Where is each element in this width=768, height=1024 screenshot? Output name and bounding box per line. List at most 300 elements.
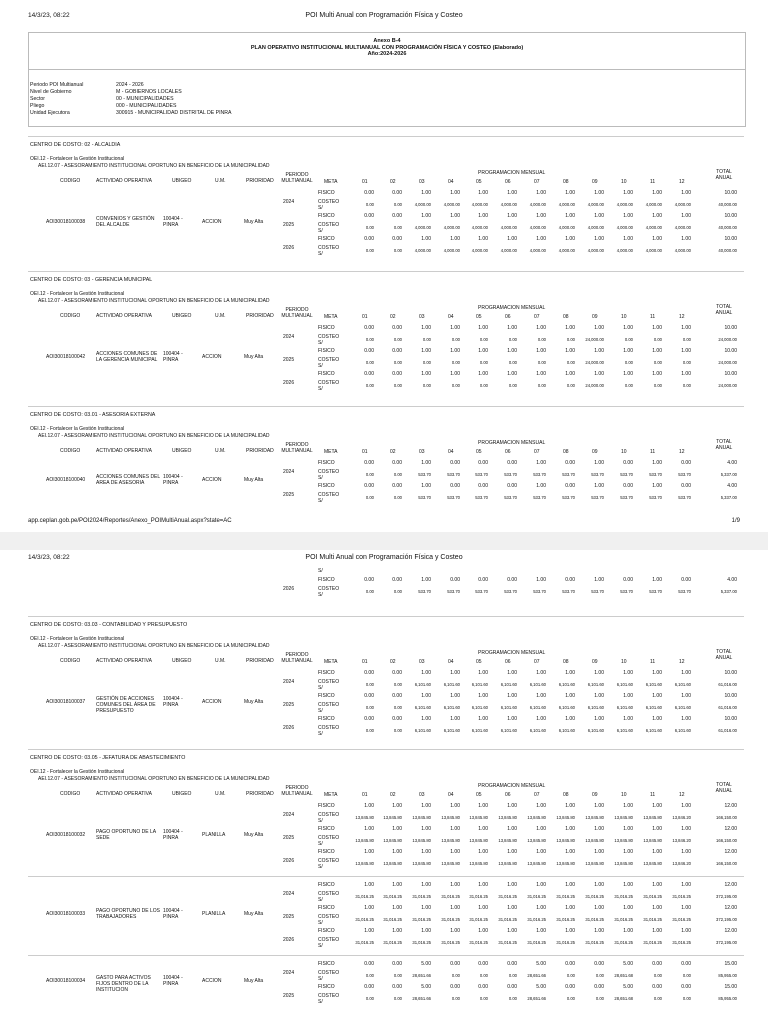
fisico-value: 12.00 bbox=[724, 905, 737, 911]
info-label: Unidad Ejecutora bbox=[30, 110, 70, 116]
aei-label: AEI.12.07 - ASESORAMIENTO INSTITUCIONAL OPORTUNO EN BENEFICIO DE LA MUNICIPALIDAD bbox=[38, 163, 270, 169]
col-month: 12 bbox=[679, 314, 685, 320]
col-total: TOTAL ANUAL bbox=[715, 304, 733, 316]
col-month: 04 bbox=[448, 659, 454, 665]
costeo-value: 533.70 bbox=[591, 472, 604, 477]
aei-label: AEI.12.07 - ASESORAMIENTO INSTITUCIONAL OPORTUNO EN BENEFICIO DE LA MUNICIPALIDAD bbox=[38, 298, 270, 304]
fisico-value: 1.00 bbox=[594, 803, 604, 809]
costeo-value: 0.00 bbox=[624, 383, 633, 388]
costeo-value: 4,000.00 bbox=[558, 248, 575, 253]
fisico-value: 1.00 bbox=[594, 371, 604, 377]
fisico-value: 1.00 bbox=[536, 826, 546, 832]
costeo-value: 5,337.00 bbox=[720, 589, 737, 594]
um-value: ACCION bbox=[202, 978, 222, 984]
costeo-value: 533.70 bbox=[562, 589, 575, 594]
costeo-value: 31,016.25 bbox=[412, 917, 431, 922]
fisico-value: 1.00 bbox=[536, 905, 546, 911]
costeo-value: 4,000.00 bbox=[414, 225, 431, 230]
fisico-value: 1.00 bbox=[450, 190, 460, 196]
costeo-value: 0.00 bbox=[365, 728, 374, 733]
fisico-value: 1.00 bbox=[478, 348, 488, 354]
fisico-value: 0.00 bbox=[652, 984, 662, 990]
priority-value: Muy Alta bbox=[244, 910, 264, 917]
col-month: 03 bbox=[419, 314, 425, 320]
costeo-value: 0.00 bbox=[653, 996, 662, 1001]
fisico-value: 1.00 bbox=[478, 882, 488, 888]
year-label: 2024 bbox=[283, 679, 295, 685]
costeo-value: 0.00 bbox=[451, 360, 460, 365]
col-periodo: PERIODO MULTIANUAL bbox=[281, 785, 313, 797]
col-month: 06 bbox=[505, 314, 511, 320]
costeo-label: COSTEO S/ bbox=[318, 380, 340, 392]
aei-label: AEI.12.07 - ASESORAMIENTO INSTITUCIONAL OPORTUNO EN BENEFICIO DE LA MUNICIPALIDAD bbox=[38, 776, 270, 782]
costeo-value: 0.00 bbox=[365, 337, 374, 342]
costeo-value: 0.00 bbox=[682, 383, 691, 388]
fisico-value: 0.00 bbox=[364, 961, 374, 967]
costeo-value: 0.00 bbox=[393, 337, 402, 342]
costeo-value: 6,101.60 bbox=[558, 728, 575, 733]
col-month: 10 bbox=[621, 449, 627, 455]
fisico-value: 10.00 bbox=[724, 371, 737, 377]
costeo-value: 31,016.25 bbox=[585, 894, 604, 899]
costeo-value: 533.70 bbox=[418, 495, 431, 500]
costeo-value: 31,016.25 bbox=[469, 917, 488, 922]
col-codigo: CODIGO bbox=[60, 178, 81, 184]
costeo-value: 31,016.25 bbox=[585, 917, 604, 922]
um-value: ACCION bbox=[202, 477, 222, 483]
costeo-value: 4,000.00 bbox=[587, 225, 604, 230]
col-periodo: PERIODO MULTIANUAL bbox=[281, 652, 313, 664]
fisico-value: 1.00 bbox=[681, 236, 691, 242]
row-divider bbox=[28, 955, 744, 956]
fisico-value: 1.00 bbox=[623, 826, 633, 832]
costeo-value: 13,845.80 bbox=[412, 838, 431, 843]
costeo-value: 0.00 bbox=[653, 360, 662, 365]
costeo-value: 28,651.66 bbox=[412, 996, 431, 1001]
costeo-value: 533.70 bbox=[475, 472, 488, 477]
col-actividad: ACTIVIDAD OPERATIVA bbox=[96, 178, 152, 184]
fisico-value: 1.00 bbox=[392, 826, 402, 832]
fisico-label: FISICO bbox=[318, 905, 335, 911]
fisico-value: 1.00 bbox=[507, 905, 517, 911]
fisico-value: 1.00 bbox=[594, 213, 604, 219]
col-month: 09 bbox=[592, 659, 598, 665]
print-header bbox=[0, 550, 768, 570]
fisico-value: 4.00 bbox=[727, 577, 737, 583]
fisico-value: 1.00 bbox=[421, 716, 431, 722]
fisico-value: 10.00 bbox=[724, 716, 737, 722]
costeo-value: 24,000.00 bbox=[585, 360, 604, 365]
activity-code: AOI30018100037 bbox=[46, 698, 86, 705]
fisico-value: 1.00 bbox=[364, 905, 374, 911]
um-value: ACCION bbox=[202, 353, 222, 360]
fisico-value: 1.00 bbox=[594, 826, 604, 832]
fisico-value: 1.00 bbox=[565, 236, 575, 242]
fisico-label: FISICO bbox=[318, 826, 335, 832]
fisico-value: 0.00 bbox=[478, 961, 488, 967]
fisico-value: 5.00 bbox=[421, 984, 431, 990]
fisico-value: 0.00 bbox=[565, 577, 575, 583]
fisico-value: 1.00 bbox=[594, 483, 604, 489]
fisico-value: 1.00 bbox=[565, 213, 575, 219]
fisico-value: 1.00 bbox=[536, 371, 546, 377]
costeo-label: COSTEO S/ bbox=[318, 993, 340, 1005]
fisico-value: 1.00 bbox=[623, 190, 633, 196]
year-label: 2025 bbox=[283, 492, 295, 498]
costeo-value: 13,845.80 bbox=[355, 861, 374, 866]
fisico-value: 1.00 bbox=[507, 882, 517, 888]
col-programacion: PROGRAMACION MENSUAL bbox=[478, 305, 546, 311]
year-label: 2025 bbox=[283, 222, 295, 228]
fisico-label: FISICO bbox=[318, 460, 335, 466]
fisico-value: 0.00 bbox=[392, 348, 402, 354]
fisico-value: 1.00 bbox=[450, 882, 460, 888]
costeo-value: 4,000.00 bbox=[443, 248, 460, 253]
col-month: 09 bbox=[592, 792, 598, 798]
costeo-value: 31,016.25 bbox=[383, 917, 402, 922]
costeo-value: 31,016.25 bbox=[672, 894, 691, 899]
year-label: 2024 bbox=[283, 199, 295, 205]
col-actividad: ACTIVIDAD OPERATIVA bbox=[96, 791, 152, 797]
fisico-value: 1.00 bbox=[536, 882, 546, 888]
fisico-value: 0.00 bbox=[681, 460, 691, 466]
fisico-value: 0.00 bbox=[450, 483, 460, 489]
fisico-value: 1.00 bbox=[681, 213, 691, 219]
fisico-label: FISICO bbox=[318, 577, 335, 583]
col-prioridad: PRIORIDAD bbox=[246, 448, 274, 454]
fisico-value: 12.00 bbox=[724, 928, 737, 934]
col-month: 02 bbox=[390, 449, 396, 455]
oei-label: OEI.12 - Fortalecer la Gestión Institucional bbox=[30, 291, 125, 297]
costeo-value: 31,016.25 bbox=[498, 917, 517, 922]
fisico-value: 1.00 bbox=[623, 236, 633, 242]
fisico-value: 1.00 bbox=[652, 849, 662, 855]
costeo-value: 31,016.25 bbox=[441, 940, 460, 945]
oei-label: OEI.12 - Fortalecer la Gestión Institucional bbox=[30, 636, 125, 642]
costeo-value: 0.00 bbox=[682, 360, 691, 365]
timestamp: 14/3/23, 08:22 bbox=[28, 554, 70, 561]
fisico-value: 1.00 bbox=[681, 693, 691, 699]
fisico-value: 1.00 bbox=[478, 716, 488, 722]
fisico-value: 0.00 bbox=[450, 577, 460, 583]
col-meta: META bbox=[324, 449, 338, 455]
fisico-value: 1.00 bbox=[450, 849, 460, 855]
costeo-value: 0.00 bbox=[365, 682, 374, 687]
costeo-value: 13,845.80 bbox=[441, 838, 460, 843]
costeo-value: 61,016.00 bbox=[718, 728, 737, 733]
costeo-value: 0.00 bbox=[365, 472, 374, 477]
fisico-value: 1.00 bbox=[507, 826, 517, 832]
fisico-value: 1.00 bbox=[364, 849, 374, 855]
fisico-value: 1.00 bbox=[536, 803, 546, 809]
fisico-label: FISICO bbox=[318, 371, 335, 377]
col-month: 07 bbox=[534, 314, 540, 320]
costeo-value: 13,845.80 bbox=[585, 838, 604, 843]
fisico-value: 1.00 bbox=[594, 670, 604, 676]
costeo-value: 4,000.00 bbox=[674, 202, 691, 207]
costeo-label: COSTEO S/ bbox=[318, 679, 340, 691]
fisico-value: 1.00 bbox=[652, 371, 662, 377]
costeo-value: 6,101.60 bbox=[414, 705, 431, 710]
costeo-value: 13,845.80 bbox=[355, 815, 374, 820]
fisico-value: 1.00 bbox=[450, 236, 460, 242]
costeo-value: 31,016.25 bbox=[527, 894, 546, 899]
col-month: 01 bbox=[362, 314, 368, 320]
costeo-value: 13,845.80 bbox=[498, 815, 517, 820]
costeo-value: 4,000.00 bbox=[616, 202, 633, 207]
col-um: U.M. bbox=[215, 178, 226, 184]
activity-code: AOI30018100040 bbox=[46, 477, 86, 483]
fisico-value: 1.00 bbox=[507, 190, 517, 196]
costeo-value: 40,000.00 bbox=[718, 225, 737, 230]
fisico-value: 0.00 bbox=[681, 961, 691, 967]
fisico-value: 1.00 bbox=[392, 905, 402, 911]
col-month: 03 bbox=[419, 659, 425, 665]
ubigeo-value: 100404 - PINRA bbox=[163, 975, 183, 987]
costeo-value: 13,845.80 bbox=[614, 815, 633, 820]
fisico-value: 1.00 bbox=[594, 577, 604, 583]
oei-label: OEI.12 - Fortalecer la Gestión Institucional bbox=[30, 156, 125, 162]
fisico-value: 1.00 bbox=[392, 803, 402, 809]
fisico-value: 1.00 bbox=[565, 371, 575, 377]
fisico-value: 1.00 bbox=[507, 348, 517, 354]
costeo-value: 61,016.00 bbox=[718, 705, 737, 710]
costeo-value: 0.00 bbox=[508, 996, 517, 1001]
col-month: 03 bbox=[419, 792, 425, 798]
col-month: 09 bbox=[592, 449, 598, 455]
fisico-value: 1.00 bbox=[681, 803, 691, 809]
col-meta: META bbox=[324, 659, 338, 665]
fisico-value: 0.00 bbox=[594, 984, 604, 990]
activity-name: CONVENIOS Y GESTIÓN DEL ALCALDE bbox=[96, 215, 155, 228]
fisico-value: 5.00 bbox=[536, 961, 546, 967]
fisico-value: 0.00 bbox=[652, 961, 662, 967]
fisico-value: 1.00 bbox=[536, 348, 546, 354]
col-prioridad: PRIORIDAD bbox=[246, 791, 274, 797]
costeo-value: 0.00 bbox=[393, 472, 402, 477]
fisico-value: 1.00 bbox=[681, 716, 691, 722]
costeo-value: 6,101.60 bbox=[674, 728, 691, 733]
col-month: 05 bbox=[476, 314, 482, 320]
costeo-value: 13,845.80 bbox=[585, 861, 604, 866]
aei-label: AEI.12.07 - ASESORAMIENTO INSTITUCIONAL OPORTUNO EN BENEFICIO DE LA MUNICIPALIDAD bbox=[38, 433, 270, 439]
col-month: 10 bbox=[621, 314, 627, 320]
col-month: 04 bbox=[448, 792, 454, 798]
fisico-value: 0.00 bbox=[450, 984, 460, 990]
costeo-value: 533.70 bbox=[591, 589, 604, 594]
fisico-value: 0.00 bbox=[478, 984, 488, 990]
fisico-label: FISICO bbox=[318, 928, 335, 934]
costeo-value: 0.00 bbox=[479, 973, 488, 978]
fisico-value: 0.00 bbox=[392, 371, 402, 377]
fisico-value: 1.00 bbox=[536, 716, 546, 722]
fisico-label: FISICO bbox=[318, 348, 335, 354]
col-programacion: PROGRAMACION MENSUAL bbox=[478, 170, 546, 176]
costeo-value: 533.70 bbox=[447, 589, 460, 594]
costeo-value: 40,000.00 bbox=[718, 248, 737, 253]
costeo-value: 31,016.25 bbox=[614, 917, 633, 922]
activity-code: AOI30018100033 bbox=[46, 910, 86, 917]
fisico-value: 1.00 bbox=[421, 849, 431, 855]
fisico-value: 10.00 bbox=[724, 213, 737, 219]
col-month: 01 bbox=[362, 659, 368, 665]
fisico-value: 1.00 bbox=[652, 928, 662, 934]
fisico-value: 1.00 bbox=[652, 670, 662, 676]
fisico-value: 5.00 bbox=[536, 984, 546, 990]
costeo-value: 0.00 bbox=[682, 337, 691, 342]
fisico-value: 1.00 bbox=[478, 693, 488, 699]
costeo-value: 4,000.00 bbox=[443, 225, 460, 230]
fisico-value: 1.00 bbox=[565, 716, 575, 722]
info-value: 00 - MUNICIPALIDADES bbox=[116, 96, 174, 102]
costeo-value: 31,016.25 bbox=[441, 917, 460, 922]
col-month: 06 bbox=[505, 792, 511, 798]
fisico-value: 1.00 bbox=[565, 190, 575, 196]
page-gap bbox=[0, 532, 768, 550]
costeo-value: 533.70 bbox=[678, 589, 691, 594]
costeo-value: 61,016.00 bbox=[718, 682, 737, 687]
costeo-value: 0.00 bbox=[595, 996, 604, 1001]
costeo-value: 24,000.00 bbox=[585, 383, 604, 388]
ubigeo-value: 100404 - PINRA bbox=[163, 907, 183, 920]
fisico-value: 0.00 bbox=[507, 961, 517, 967]
fisico-label: FISICO bbox=[318, 670, 335, 676]
fisico-value: 10.00 bbox=[724, 236, 737, 242]
fisico-value: 1.00 bbox=[478, 371, 488, 377]
col-ubigeo: UBIGEO bbox=[172, 791, 192, 797]
costeo-value: 6,101.60 bbox=[558, 682, 575, 687]
section-divider bbox=[28, 616, 744, 617]
fisico-value: 0.00 bbox=[565, 961, 575, 967]
fisico-value: 1.00 bbox=[421, 882, 431, 888]
costeo-value: 0.00 bbox=[537, 383, 546, 388]
fisico-value: 1.00 bbox=[364, 928, 374, 934]
col-month: 04 bbox=[448, 449, 454, 455]
fisico-value: 5.00 bbox=[421, 961, 431, 967]
costeo-label: COSTEO S/ bbox=[318, 937, 340, 949]
costeo-value: 0.00 bbox=[566, 337, 575, 342]
col-month: 06 bbox=[505, 449, 511, 455]
costeo-value: 0.00 bbox=[451, 383, 460, 388]
ubigeo-value: 100404 - PINRA bbox=[163, 215, 183, 228]
fisico-value: 1.00 bbox=[392, 928, 402, 934]
costeo-value: 6,101.60 bbox=[616, 705, 633, 710]
priority-value: Muy Alta bbox=[244, 477, 264, 483]
fisico-value: 0.00 bbox=[392, 213, 402, 219]
costeo-value: 4,000.00 bbox=[471, 225, 488, 230]
costeo-value: 0.00 bbox=[451, 973, 460, 978]
fisico-value: 10.00 bbox=[724, 670, 737, 676]
costeo-value: 13,845.80 bbox=[383, 861, 402, 866]
costeo-value: 533.70 bbox=[447, 472, 460, 477]
fisico-value: 1.00 bbox=[421, 826, 431, 832]
costeo-value: 13,845.80 bbox=[412, 815, 431, 820]
fisico-value: 0.00 bbox=[364, 213, 374, 219]
fisico-value: 1.00 bbox=[364, 803, 374, 809]
costeo-value: 31,016.25 bbox=[527, 940, 546, 945]
fisico-value: 1.00 bbox=[507, 803, 517, 809]
fisico-value: 1.00 bbox=[652, 716, 662, 722]
costeo-label: COSTEO S/ bbox=[318, 858, 340, 870]
print-title: POI Multi Anual con Programación Física y Costeo bbox=[305, 12, 463, 19]
fisico-value: 1.00 bbox=[565, 325, 575, 331]
col-actividad: ACTIVIDAD OPERATIVA bbox=[96, 313, 152, 319]
fisico-value: 1.00 bbox=[478, 849, 488, 855]
year-label: 2025 bbox=[283, 993, 295, 999]
costeo-value: 166,150.00 bbox=[716, 838, 737, 843]
activity-name: PAGO OPORTUNO DE LOS TRABAJADORES bbox=[96, 907, 160, 920]
fisico-value: 0.00 bbox=[392, 460, 402, 466]
fisico-value: 1.00 bbox=[507, 213, 517, 219]
fisico-value: 1.00 bbox=[536, 325, 546, 331]
costeo-value: 0.00 bbox=[624, 360, 633, 365]
fisico-value: 10.00 bbox=[724, 693, 737, 699]
costeo-value: 31,016.25 bbox=[556, 894, 575, 899]
costeo-value: 533.70 bbox=[533, 472, 546, 477]
priority-value: Muy Alta bbox=[244, 831, 264, 838]
costeo-value: 533.70 bbox=[620, 589, 633, 594]
activity-name: GASTO PARA ACTIVOS FIJOS DENTRO DE LA INSTITUCION bbox=[96, 975, 151, 993]
costeo-value: 4,000.00 bbox=[645, 248, 662, 253]
fisico-value: 0.00 bbox=[623, 460, 633, 466]
col-month: 08 bbox=[563, 179, 569, 185]
costeo-value: 13,845.80 bbox=[643, 838, 662, 843]
costeo-value: 28,651.68 bbox=[614, 996, 633, 1001]
col-programacion: PROGRAMACION MENSUAL bbox=[478, 783, 546, 789]
costeo-value: 4,000.00 bbox=[616, 248, 633, 253]
fisico-value: 1.00 bbox=[623, 928, 633, 934]
costeo-value: 0.00 bbox=[393, 682, 402, 687]
year-label: 2026 bbox=[283, 937, 295, 943]
costeo-value: 0.00 bbox=[365, 360, 374, 365]
costeo-value: 13,845.80 bbox=[441, 861, 460, 866]
costeo-value: 13,845.80 bbox=[498, 838, 517, 843]
col-month: 01 bbox=[362, 449, 368, 455]
costeo-value: 0.00 bbox=[451, 337, 460, 342]
activity-code: AOI30018100034 bbox=[46, 978, 86, 984]
costeo-value: 0.00 bbox=[479, 337, 488, 342]
year-label: 2025 bbox=[283, 357, 295, 363]
costeo-value: 0.00 bbox=[393, 589, 402, 594]
fisico-value: 0.00 bbox=[392, 961, 402, 967]
fisico-label: FISICO bbox=[318, 803, 335, 809]
costeo-value: 0.00 bbox=[393, 248, 402, 253]
fisico-value: 1.00 bbox=[421, 213, 431, 219]
fisico-value: 1.00 bbox=[681, 826, 691, 832]
fisico-value: 0.00 bbox=[507, 460, 517, 466]
costeo-value: 0.00 bbox=[365, 202, 374, 207]
fisico-value: 0.00 bbox=[364, 460, 374, 466]
fisico-value: 1.00 bbox=[421, 905, 431, 911]
fisico-label: FISICO bbox=[318, 716, 335, 722]
col-month: 05 bbox=[476, 792, 482, 798]
col-month: 12 bbox=[679, 179, 685, 185]
fisico-value: 1.00 bbox=[536, 577, 546, 583]
fisico-value: 1.00 bbox=[594, 882, 604, 888]
fisico-value: 1.00 bbox=[594, 693, 604, 699]
fisico-value: 0.00 bbox=[507, 577, 517, 583]
costeo-value: 533.70 bbox=[678, 495, 691, 500]
col-month: 03 bbox=[419, 179, 425, 185]
costeo-value: 24,000.00 bbox=[585, 337, 604, 342]
fisico-value: 1.00 bbox=[565, 849, 575, 855]
costeo-value: 31,016.25 bbox=[614, 940, 633, 945]
fisico-value: 1.00 bbox=[421, 190, 431, 196]
fisico-value: 1.00 bbox=[594, 325, 604, 331]
fisico-value: 1.00 bbox=[623, 693, 633, 699]
fisico-value: 0.00 bbox=[450, 961, 460, 967]
col-periodo: PERIODO MULTIANUAL bbox=[281, 307, 313, 319]
